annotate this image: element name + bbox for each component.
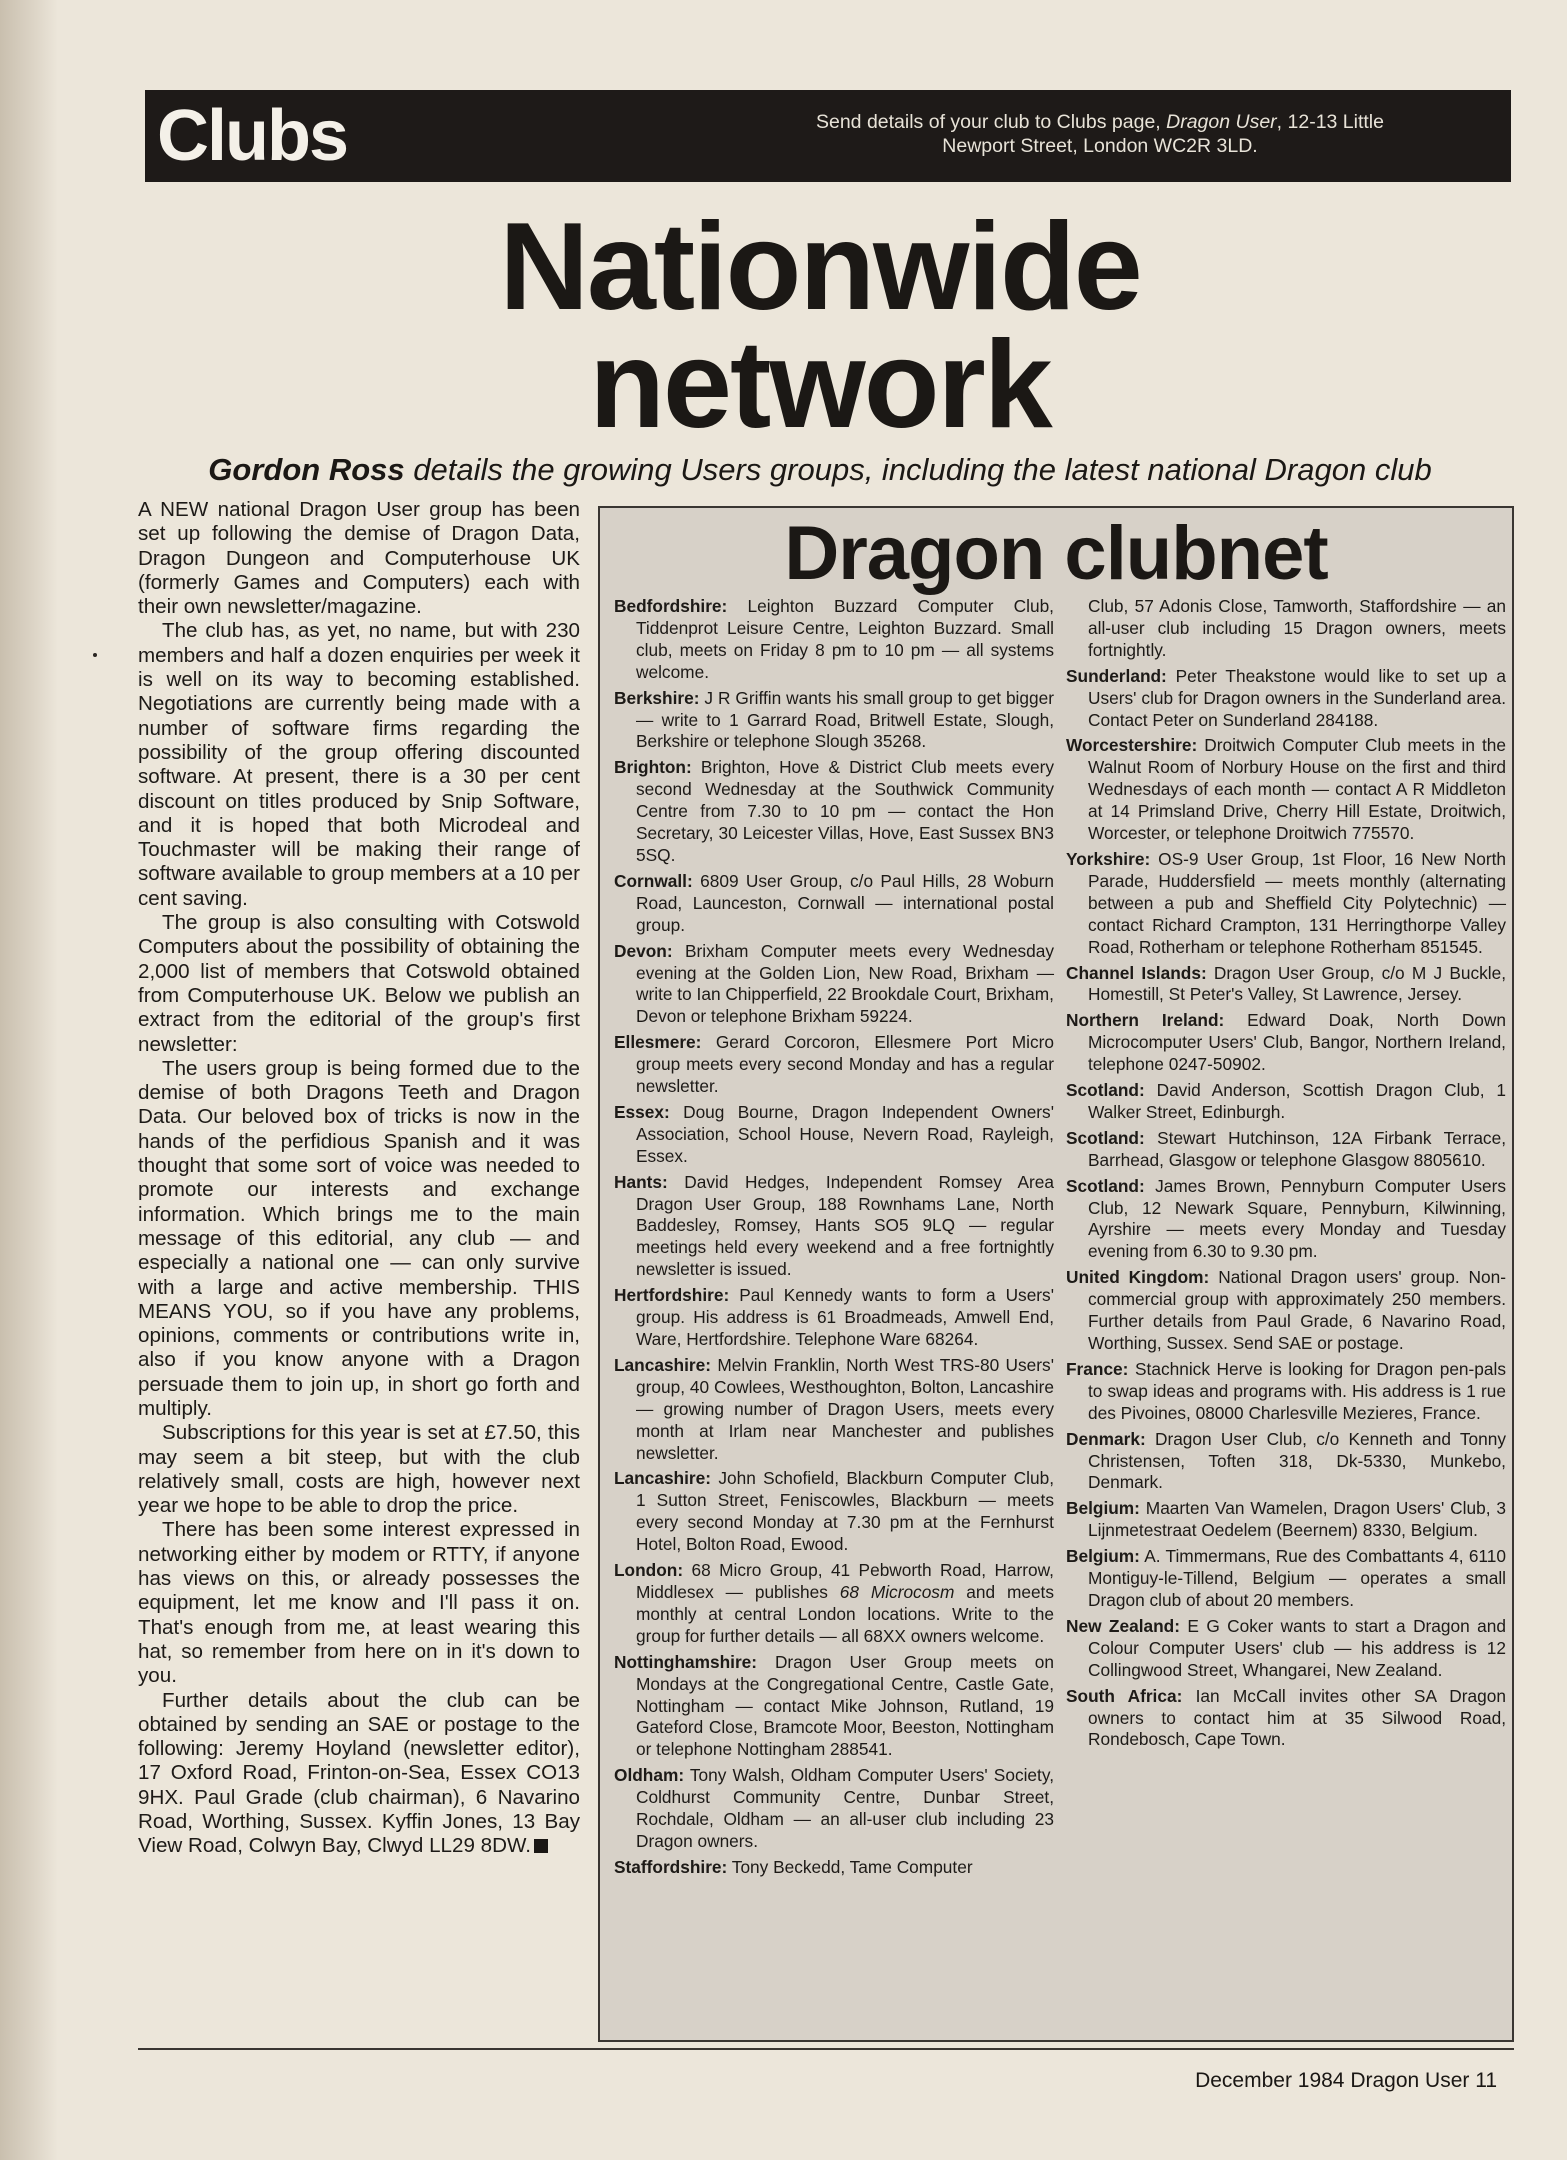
bottom-rule — [138, 2048, 1514, 2050]
section-header — [145, 90, 1511, 182]
info-line2: Newport Street, London WC2R 3LD. — [942, 135, 1258, 157]
club-region: Devon: — [614, 940, 673, 961]
end-mark-icon — [534, 1839, 548, 1853]
club-region: Belgium: — [1066, 1546, 1140, 1567]
club-text: Peter Theakstone would like to set up a Users' club for Dragon owners in the Sunderland area. Contact Peter on Sunderland 284188. — [1088, 665, 1506, 730]
info-line1-pre: Send details of your club to Clubs page, — [815, 111, 1167, 133]
club-text: David Hedges, Independent Romsey Area Dragon User Group, 188 Rownhams Lane, North Baddesley, Romsey, Hants SO5 9LQ — regular meetings held every weekend and a free fortnightly newsletter is issued. — [636, 1171, 1054, 1280]
club-text: Melvin Franklin, North West TRS-80 Users' group, 40 Cowlees, Westhoughton, Bolton, Lancashire — growing number of Dragon Users, meets every month at Irlam near Manchester and publishes newsletter. — [636, 1354, 1054, 1463]
club-entry — [614, 596, 1054, 684]
club-entry — [1066, 1546, 1506, 1612]
club-region: Scotland: — [1066, 1080, 1145, 1101]
club-text: 6809 User Group, c/o Paul Hills, 28 Woburn Road, Launceston, Cornwall — international postal group. — [636, 870, 1054, 935]
club-entry — [614, 1468, 1054, 1556]
club-entry — [1066, 666, 1506, 732]
page-folio: December 1984 Dragon User 11 — [1195, 2069, 1497, 2092]
club-region: France: — [1066, 1358, 1129, 1379]
club-text: J R Griffin wants his small group to get bigger — write to 1 Garrard Road, Britwell Estate, Slough, Berkshire or telephone Slough 35268. — [636, 687, 1054, 752]
club-region: Staffordshire: — [614, 1856, 728, 1877]
club-entry — [614, 1032, 1054, 1098]
club-region: Scotland: — [1066, 1175, 1145, 1196]
club-entry — [614, 941, 1054, 1029]
article-paragraph-text: Further details about the club can be obtained by sending an SAE or postage to the following: Jeremy Hoyland (newsletter editor), 17 Oxford Road, Frinton-on-Sea, Essex CO13 9HX. Paul Grade (club chairman), 6 Navarino Road, Worthing, Sussex. Kyffin Jones, 13 Bay View Road, Colwyn Bay, Clwyd LL29 8DW. — [138, 1688, 580, 1858]
club-entry — [614, 688, 1054, 754]
club-entry — [614, 1652, 1054, 1762]
club-text: Edward Doak, North Down Microcomputer Users' Club, Bangor, Northern Ireland, telephone 0247-50902. — [1088, 1010, 1507, 1075]
article-title — [150, 198, 1490, 454]
article-paragraph: A NEW national Dragon User group has been set up following the demise of Dragon Data, Dragon Dungeon and Computerhouse UK (formerly Games and Computers) each with their own newsletter/magazine. — [138, 498, 580, 619]
byline — [150, 452, 1490, 488]
club-entry — [1066, 1010, 1506, 1076]
club-region: Oldham: — [614, 1765, 685, 1786]
article-paragraph: The group is also consulting with Cotswold Computers about the possibility of obtaining the 2,000 list of members that Cotswold obtained from Computerhouse UK. Below we publish an extract from the editorial of the group's first newsletter: — [138, 911, 580, 1056]
club-text: Dragon User Group meets on Mondays at the Congregational Centre, Castle Gate, Nottingham — contact Mike Johnson, Rutland, 19 Gateford Close, Bramcote Moor, Beeston, Nottingham or telephone Nottingham 288541. — [636, 1651, 1054, 1760]
club-region: New Zealand: — [1066, 1615, 1180, 1636]
publication-name: 68 Microcosm — [839, 1581, 955, 1602]
club-entry — [1066, 849, 1506, 959]
club-region: United Kingdom: — [1066, 1267, 1210, 1288]
club-region: Worcestershire: — [1066, 735, 1198, 756]
clubnet-title: Dragon clubnet — [784, 511, 1328, 596]
club-region: Nottinghamshire: — [614, 1651, 758, 1672]
club-entry — [1066, 1080, 1506, 1124]
club-entry — [1066, 963, 1506, 1007]
club-entry — [614, 757, 1054, 867]
club-text: John Schofield, Blackburn Computer Club, 1 Sutton Street, Feniscowles, Blackburn — meets every second Monday at 7.30 pm at the Fernhurst Hotel, Bolton Road, Ewood. — [636, 1468, 1054, 1555]
club-text: Gerard Corcoron, Ellesmere Port Micro group meets every second Monday and has a regular newsletter. — [636, 1032, 1054, 1097]
info-line1-post: , 12-13 Little — [1276, 111, 1384, 133]
club-region: Brighton: — [614, 757, 692, 778]
club-region: Yorkshire: — [1066, 848, 1151, 869]
club-text: National Dragon users' group. Non-commercial group with approximately 250 members. Further details from Paul Grade, 6 Navarino Road, Worthing, Sussex. Send SAE or postage. — [1088, 1267, 1507, 1353]
submission-info — [715, 110, 1485, 158]
club-text: Dragon User Group, c/o M J Buckle, Homestill, St Peter's Valley, St Lawrence, Jersey. — [1088, 962, 1506, 1005]
club-entry — [614, 1355, 1054, 1465]
club-text: Stachnick Herve is looking for Dragon pen-pals to swap ideas and programs with. His address is 1 rue des Pivoines, 08000 Charlesville Mezieres, France. — [1088, 1358, 1506, 1423]
club-text: Ian McCall invites other SA Dragon owners to contact him at 35 Silwood Road, Rondebosch, Cape Town. — [1088, 1685, 1506, 1750]
club-entry — [1066, 1359, 1506, 1425]
club-entry — [614, 1172, 1054, 1282]
club-text: Tony Beckedd, Tame Computer — [727, 1856, 973, 1877]
club-text: A. Timmermans, Rue des Combattants 4, 6110 Montiguy-le-Tillend, Belgium — operates a small Dragon club of about 20 members. — [1088, 1546, 1506, 1610]
club-text: and meets monthly at central London locations. Write to the group for further details — all 68XX owners welcome. — [636, 1581, 1055, 1646]
club-entry — [1066, 1176, 1506, 1264]
article-paragraph: There has been some interest expressed in networking either by modem or RTTY, if anyone has views on this, or already possesses the equipment, let me know and I'll pass it on. That's enough from me, at least wearing this hat, so remember from here on in it's down to you. — [138, 1518, 580, 1688]
section-title: Clubs — [157, 96, 348, 176]
club-region: Bedfordshire: — [614, 596, 728, 616]
info-line1-magazine: Dragon User — [1166, 111, 1277, 133]
club-text: Club, 57 Adonis Close, Tamworth, Staffordshire — an all-user club including 15 Dragon owners, meets fortnightly. — [1088, 596, 1506, 660]
club-region: Lancashire: — [614, 1354, 712, 1375]
page-gutter — [0, 0, 58, 2160]
club-text: OS-9 User Group, 1st Floor, 16 New North Parade, Huddersfield — meets monthly (alternating between a pub and Sheffield City Polytechnic) — contact Richard Crampton, 131 Herringthorpe Valley Road, Rotherham or telephone Rotherham 851545. — [1088, 848, 1506, 957]
club-entry — [614, 1765, 1054, 1853]
club-entry — [1066, 1498, 1506, 1542]
club-region: Channel Islands: — [1066, 962, 1207, 983]
club-text: Brighton, Hove & District Club meets every second Wednesday at the Southwick Community Centre from 7.30 to 10 pm — contact the Hon Secretary, 30 Leicester Villas, Hove, East Sussex BN3 5SQ. — [636, 757, 1054, 865]
club-region: Cornwall: — [614, 870, 693, 891]
club-entry — [614, 1560, 1054, 1648]
club-region: Hants: — [614, 1171, 668, 1192]
club-entry — [1066, 596, 1506, 662]
club-entry — [614, 1857, 1054, 1879]
byline-author: Gordon Ross — [208, 452, 405, 487]
club-region: Denmark: — [1066, 1428, 1146, 1449]
club-text: Brixham Computer meets every Wednesday evening at the Golden Lion, New Road, Brixham — write to Ian Chipperfield, 22 Brookdale Court, Brixham, Devon or telephone Brixham 59224. — [636, 940, 1054, 1027]
title-line2: network — [589, 316, 1051, 454]
club-text: Leighton Buzzard Computer Club, Tiddenprot Leisure Centre, Leighton Buzzard. Small club, meets on Friday 8 pm to 10 pm — all systems welcome. — [636, 596, 1054, 682]
clubnet-box — [598, 506, 1514, 2042]
club-text: Tony Walsh, Oldham Computer Users' Society, Coldhurst Community Centre, Dunbar Street, Rochdale, Oldham — an all-user club including 23 Dragon owners. — [636, 1765, 1054, 1851]
club-text: 68 Micro Group, 41 Pebworth Road, Harrow, Middlesex — publishes — [636, 1560, 1054, 1602]
club-region: Berkshire: — [614, 687, 700, 708]
article-paragraph: Subscriptions for this year is set at £7.50, this may seem a bit steep, but with the club relatively small, costs are high, however next year we hope to be able to drop the price. — [138, 1421, 580, 1518]
article-paragraph: The club has, as yet, no name, but with 230 members and half a dozen enquiries per week it is well on its way to becoming established. Negotiations are currently being made with a number of software firms regarding the possibility of the group offering discounted software. At present, there is a 30 per cent discount on titles produced by Snip Software, and it is hoped that both Microdeal and Touchmaster will be making their range of software available to group members at a 10 per cent saving. — [138, 619, 580, 910]
club-entry — [1066, 735, 1506, 845]
club-region: South Africa: — [1066, 1685, 1183, 1706]
club-entry — [614, 1285, 1054, 1351]
club-text: Paul Kennedy wants to form a Users' group. His address is 61 Broadmeads, Amwell End, Ware, Hertfordshire. Telephone Ware 68264. — [636, 1285, 1054, 1349]
club-region: Scotland: — [1066, 1127, 1145, 1148]
club-entry — [1066, 1429, 1506, 1495]
club-region: London: — [614, 1560, 684, 1581]
club-text: James Brown, Pennyburn Computer Users Club, 12 Newark Square, Pennyburn, Kilwinning, Ayrshire — meets every Monday and Tuesday evening from 6.30 to 9.30 pm. — [1088, 1175, 1506, 1262]
club-text: E G Coker wants to start a Dragon and Colour Computer Users' club — his address is 12 Collingwood Street, Whangarei, New Zealand. — [1088, 1615, 1506, 1680]
club-text: David Anderson, Scottish Dragon Club, 1 Walker Street, Edinburgh. — [1088, 1080, 1506, 1122]
clubnet-column-1 — [614, 596, 1054, 1883]
title-line1: Nationwide — [499, 198, 1141, 336]
club-text: Dragon User Club, c/o Kenneth and Tonny Christensen, Toften 318, Dk-5330, Munkebo, Denmark. — [1088, 1428, 1506, 1493]
club-region: Belgium: — [1066, 1498, 1140, 1519]
article-body — [138, 498, 580, 1859]
club-region: Lancashire: — [614, 1468, 712, 1489]
print-speck — [93, 653, 97, 657]
club-text: Maarten Van Wamelen, Dragon Users' Club, 3 Lijnmetestraat Oedelem (Beernem) 8330, Belgium. — [1088, 1498, 1506, 1541]
article-paragraph: The users group is being formed due to the demise of both Dragons Teeth and Dragon Data. Our beloved box of tricks is now in the hands of the perfidious Spanish and it was thought that some sort of voice was needed to promote our interests and exchange information. Which brings me to the main message of this editorial, any club — and especially a national one — can only survive with a large and active membership. THIS MEANS YOU, so if you have any problems, opinions, comments or contributions write in, also if you know anyone with a Dragon persuade them to join up, in short go forth and multiply. — [138, 1056, 580, 1420]
club-entry — [614, 871, 1054, 937]
club-region: Northern Ireland: — [1066, 1010, 1225, 1031]
club-text: Droitwich Computer Club meets in the Walnut Room of Norbury House on the first and third Wednesdays of each month — contact A R Middleton at 14 Primsland Drive, Cherry Hill Estate, Droitwich, Worcester, or telephone Droitwich 775570. — [1088, 735, 1506, 844]
club-region: Hertfordshire: — [614, 1285, 730, 1306]
club-entry — [614, 1102, 1054, 1168]
club-entry — [1066, 1686, 1506, 1752]
clubnet-column-2 — [1066, 596, 1506, 1755]
club-text: Doug Bourne, Dragon Independent Owners' Association, School House, Nevern Road, Rayleigh, Essex. — [636, 1101, 1054, 1166]
article-paragraph-final — [138, 1689, 580, 1859]
club-entry — [1066, 1616, 1506, 1682]
club-region: Sunderland: — [1066, 665, 1167, 686]
club-region: Essex: — [614, 1101, 670, 1122]
club-entry — [1066, 1128, 1506, 1172]
club-region: Ellesmere: — [614, 1032, 702, 1053]
club-text: Stewart Hutchinson, 12A Firbank Terrace, Barrhead, Glasgow or telephone Glasgow 8805610. — [1088, 1127, 1506, 1170]
club-entry — [1066, 1267, 1506, 1355]
byline-text: details the growing Users groups, including the latest national Dragon club — [404, 452, 1432, 487]
